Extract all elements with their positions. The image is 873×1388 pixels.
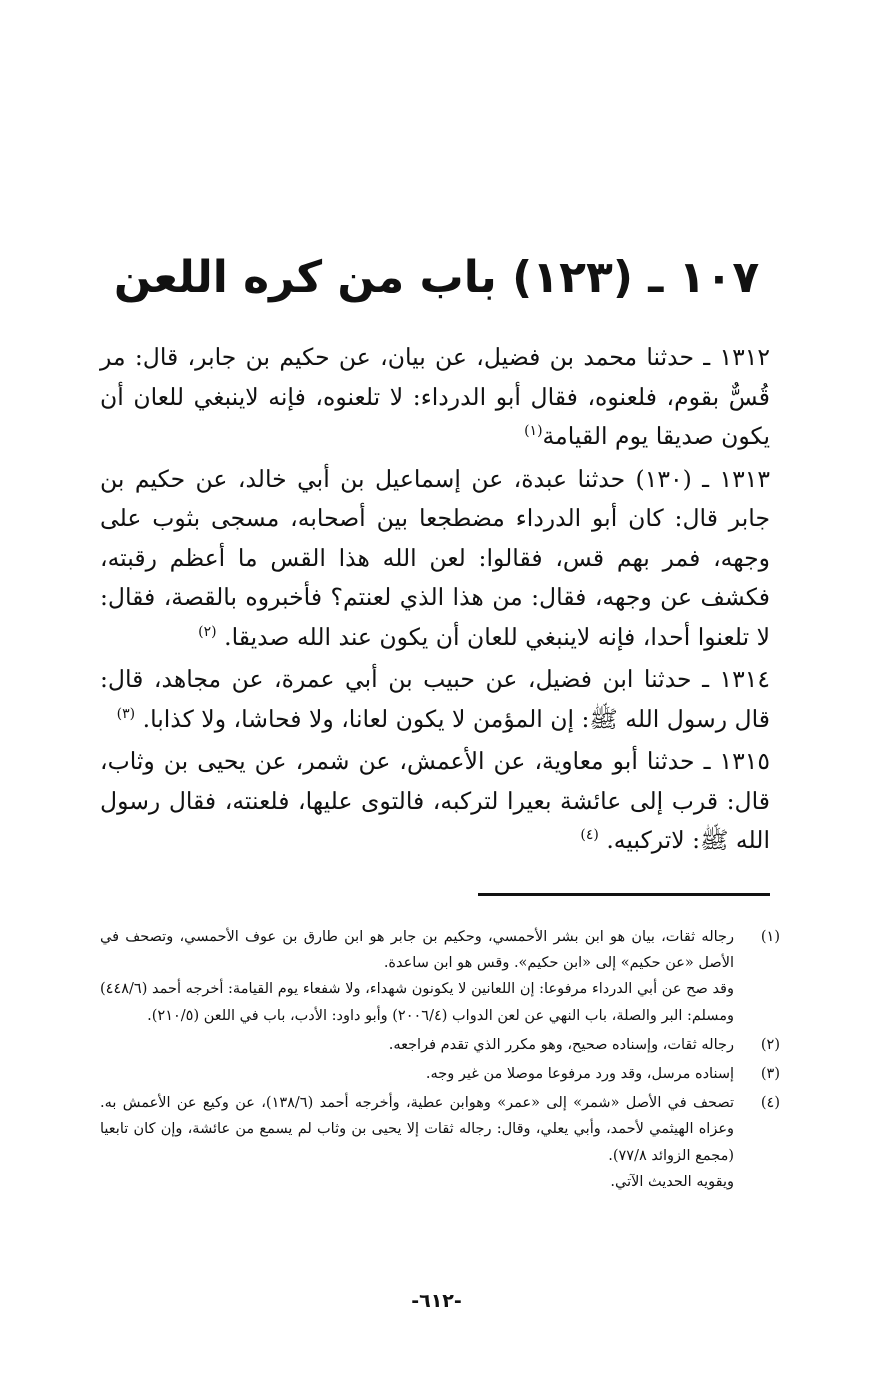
footnote-4	[100, 1090, 780, 1195]
hadith-1312	[100, 338, 770, 457]
hadith-list	[100, 338, 770, 864]
hadith-text: ١٣١٢ ـ حدثنا محمد بن فضيل، عن بيان، عن حكيم بن جابر، قال: مر قُسٌّ بقوم، فلعنوه، فقال أبو الدرداء: لا تلعنوه، فإنه لاينبغي للعان أن يكون صديقا يوم القيامة	[100, 343, 770, 450]
footnote-2	[100, 1032, 780, 1058]
hadith-text: ١٣١٥ ـ حدثنا أبو معاوية، عن الأعمش، عن شمر، عن يحيى بن وثاب، قال: قرب إلى عائشة بعيرا لتركبه، فالتوى عليها، فلعنته، فقال رسول الله ﷺ: لاتركبيه.	[100, 747, 770, 854]
page-number: -٦١٢-	[411, 1290, 462, 1312]
hadith-1315	[100, 742, 770, 861]
footnote-1	[100, 924, 780, 1029]
footnote-number: (٣)	[760, 1066, 780, 1083]
footnote-number: (٤)	[760, 1095, 780, 1112]
chapter-title: ١٠٧ ـ (١٢٣) باب من كره اللعن	[113, 252, 760, 303]
footnote-body	[100, 1061, 734, 1087]
footnote-separator	[478, 893, 770, 896]
footnote-line: تصحف في الأصل «شمر» إلى «عمر» وهوابن عطية، وأخرجه أحمد (١٣٨/٦)، عن وكيع عن الأعمش به. وعزاه الهيثمي لأحمد، وأبي يعلي، وقال: رجاله ثقات إلا يحيى بن وثاب لم يسمع من عائشة، وإن كان تابعيا (مجمع الزوائد ٧٧/٨).	[100, 1095, 734, 1164]
footnotes	[100, 924, 780, 1198]
footnote-ref: (١)	[524, 423, 543, 440]
hadith-text: ١٣١٣ ـ (١٣٠) حدثنا عبدة، عن إسماعيل بن أبي خالد، عن حكيم بن جابر قال: كان أبو الدرداء مضطجعا بين أصحابه، مسجى بثوب على وجهه، فمر بهم قس، فقالوا: لعن الله هذا القس ما أعظم رقبته، فكشف عن وجهه، فقال: من هذا الذي لعنتم؟ فأخبروه بالقصة، فقال: لا تلعنوا أحدا، فإنه لاينبغي للعان أن يكون عند الله صديقا.	[100, 464, 770, 651]
hadith-text: ١٣١٤ ـ حدثنا ابن فضيل، عن حبيب بن أبي عمرة، عن مجاهد، قال: قال رسول الله ﷺ: إن المؤمن لا يكون لعانا، ولا فحاشا، ولا كذابا.	[100, 665, 770, 733]
footnote-ref: (٤)	[580, 827, 599, 844]
footnote-line: رجاله ثقات، وإسناده صحيح، وهو مكرر الذي تقدم فراجعه.	[388, 1036, 734, 1053]
footnote-body	[100, 924, 734, 1029]
footnote-line: ويقويه الحديث الآتي.	[610, 1173, 734, 1190]
footnote-body	[100, 1090, 734, 1195]
footnote-number: (٢)	[760, 1036, 780, 1053]
footnote-body	[100, 1032, 734, 1058]
footnote-3	[100, 1061, 780, 1087]
footnote-line: رجاله ثقات، بيان هو ابن بشر الأحمسي، وحكيم بن جابر هو ابن طارق بن عوف الأحمسي، وتصحف في الأصل «عن حكيم» إلى «ابن حكيم». وقس هو ابن ساعدة.	[100, 929, 734, 972]
hadith-1314	[100, 660, 770, 739]
footnote-ref: (٢)	[198, 623, 217, 640]
footnote-ref: (٣)	[116, 705, 136, 722]
footnote-line: وقد صح عن أبي الدرداء مرفوعا: إن اللعانين لا يكونون شهداء، ولا شفعاء يوم القيامة: أخرجه أحمد (٤٤٨/٦) ومسلم: البر والصلة، باب النهي عن لعن الدواب (٢٠٠٦/٤) وأبو داود: الأدب، باب في اللعن (٢١٠/٥).	[100, 981, 734, 1024]
footnote-line: إسناده مرسل، وقد ورد مرفوعا موصلا من غير وجه.	[425, 1066, 734, 1083]
footnote-number: (١)	[760, 929, 780, 945]
hadith-1313	[100, 460, 770, 658]
